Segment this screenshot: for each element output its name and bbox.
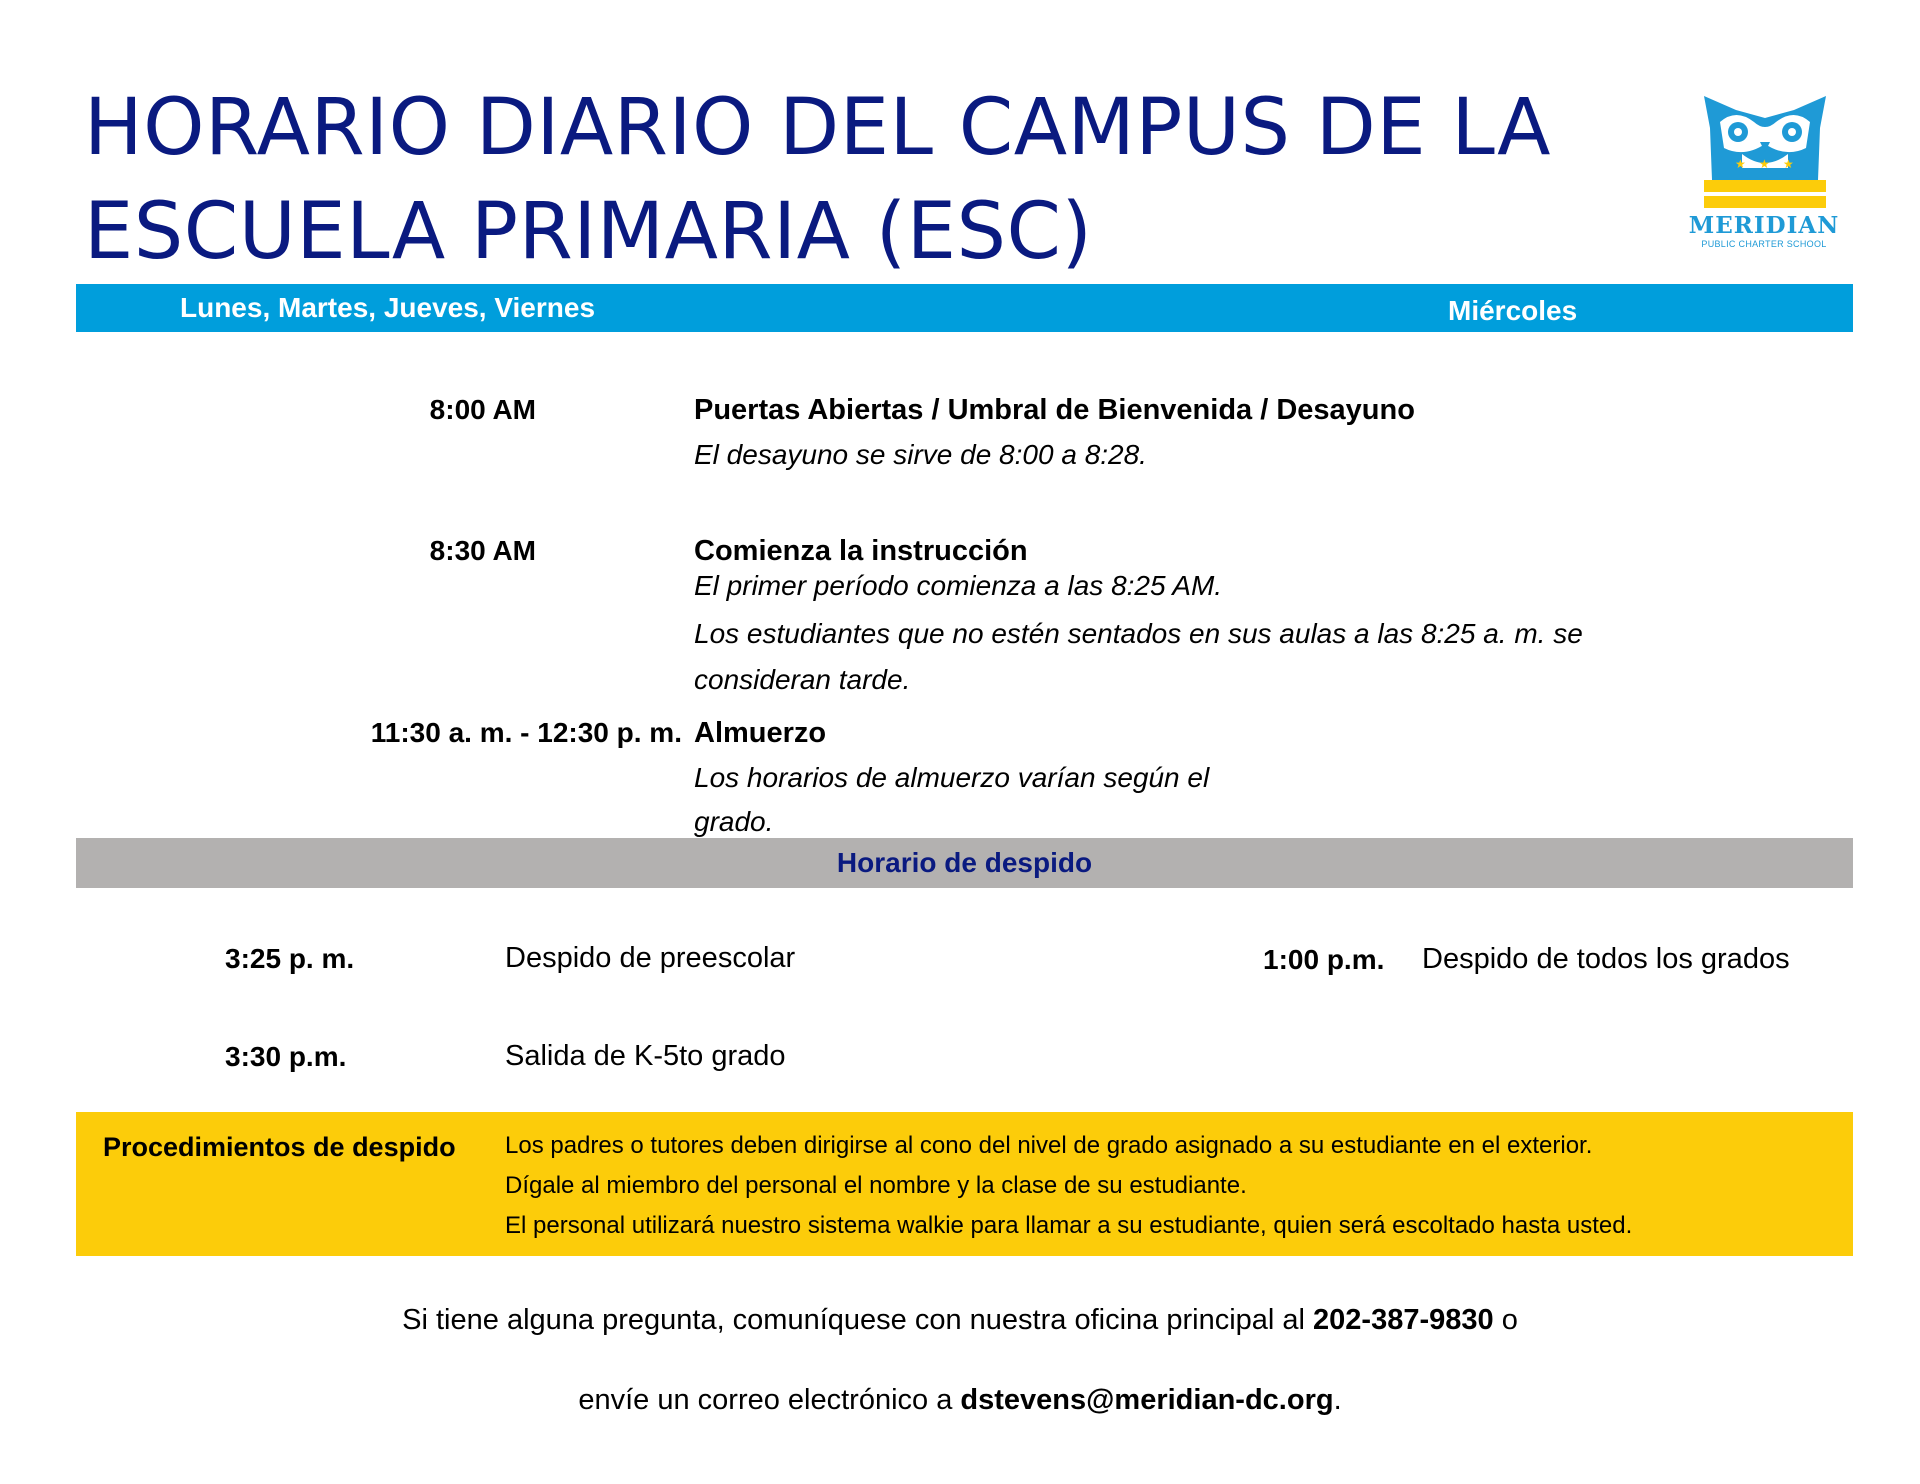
schedule-time: 11:30 a. m. - 12:30 p. m.: [370, 717, 682, 748]
title-line-1: HORARIO DIARIO DEL CAMPUS DE LA: [84, 83, 1552, 173]
procedures-lines: [505, 1126, 1632, 1246]
procedures-label: Procedimientos de despido: [103, 1132, 456, 1162]
email-address: dstevens@meridian-dc.org: [960, 1384, 1334, 1416]
weekdays-label: Lunes, Martes, Jueves, Viernes: [180, 292, 596, 323]
wednesday-label: Miércoles: [1448, 295, 1578, 326]
schedule-heading: Almuerzo: [694, 717, 827, 749]
schedule-note: consideran tarde.: [694, 664, 911, 695]
contact-text: o: [1493, 1304, 1518, 1336]
contact-text: Si tiene alguna pregunta, comuníquese con nuestra oficina principal al: [402, 1304, 1314, 1336]
schedule-note: El desayuno se sirve de 8:00 a 8:28.: [694, 439, 1147, 470]
wednesday-dismissal-text: Despido de todos los grados: [1422, 943, 1790, 975]
title-line-2: ESCUELA PRIMARIA (ESC): [84, 187, 1093, 277]
schedule-time: 8:30 AM: [429, 535, 536, 566]
dismissal-header-label: Horario de despido: [836, 847, 1093, 878]
logo-subtitle: PUBLIC CHARTER SCHOOL: [1701, 239, 1827, 249]
schedule-note: grado.: [694, 806, 774, 837]
dismissal-time: 3:30 p.m.: [225, 1041, 347, 1072]
wednesday-dismissal-time: 1:00 p.m.: [1263, 944, 1385, 975]
days-header-bar: [76, 284, 1853, 332]
dismissal-time: 3:25 p. m.: [225, 943, 355, 974]
schedule-note: Los estudiantes que no estén sentados en sus aulas a las 8:25 a. m. se: [694, 618, 1583, 649]
dismissal-text: Salida de K-5to grado: [505, 1040, 786, 1072]
procedures-box: [76, 1112, 1853, 1256]
contact-text: envíe un correo electrónico a: [578, 1384, 961, 1416]
schedule-note: El primer período comienza a las 8:25 AM.: [694, 570, 1223, 601]
procedure-line: El personal utilizará nuestro sistema walkie para llamar a su estudiante, quien será escoltado hasta usted.: [505, 1212, 1633, 1239]
schedule-note: Los horarios de almuerzo varían según el: [694, 762, 1210, 793]
logo-name: MERIDIAN: [1688, 212, 1840, 239]
schedule-time: 8:00 AM: [429, 394, 536, 425]
procedure-line: Dígale al miembro del personal el nombre y la clase de su estudiante.: [505, 1172, 1247, 1199]
contact-text: .: [1333, 1384, 1342, 1416]
schedule-heading: Comienza la instrucción: [694, 535, 1028, 567]
phone-number: 202-387-9830: [1313, 1304, 1494, 1336]
procedure-line: Los padres o tutores deben dirigirse al cono del nivel de grado asignado a su estudiante en el exterior.: [505, 1132, 1593, 1159]
dismissal-text: Despido de preescolar: [505, 942, 796, 974]
schedule-heading: Puertas Abiertas / Umbral de Bienvenida / Desayuno: [694, 394, 1415, 426]
contact-line-1: [0, 1304, 1920, 1337]
svg-text:★: ★: [1735, 157, 1746, 171]
page-title: [84, 76, 1644, 284]
svg-text:★: ★: [1759, 157, 1770, 171]
svg-text:★: ★: [1783, 157, 1794, 171]
dismissal-header-bar: [76, 838, 1853, 888]
contact-line-2: [0, 1384, 1920, 1417]
